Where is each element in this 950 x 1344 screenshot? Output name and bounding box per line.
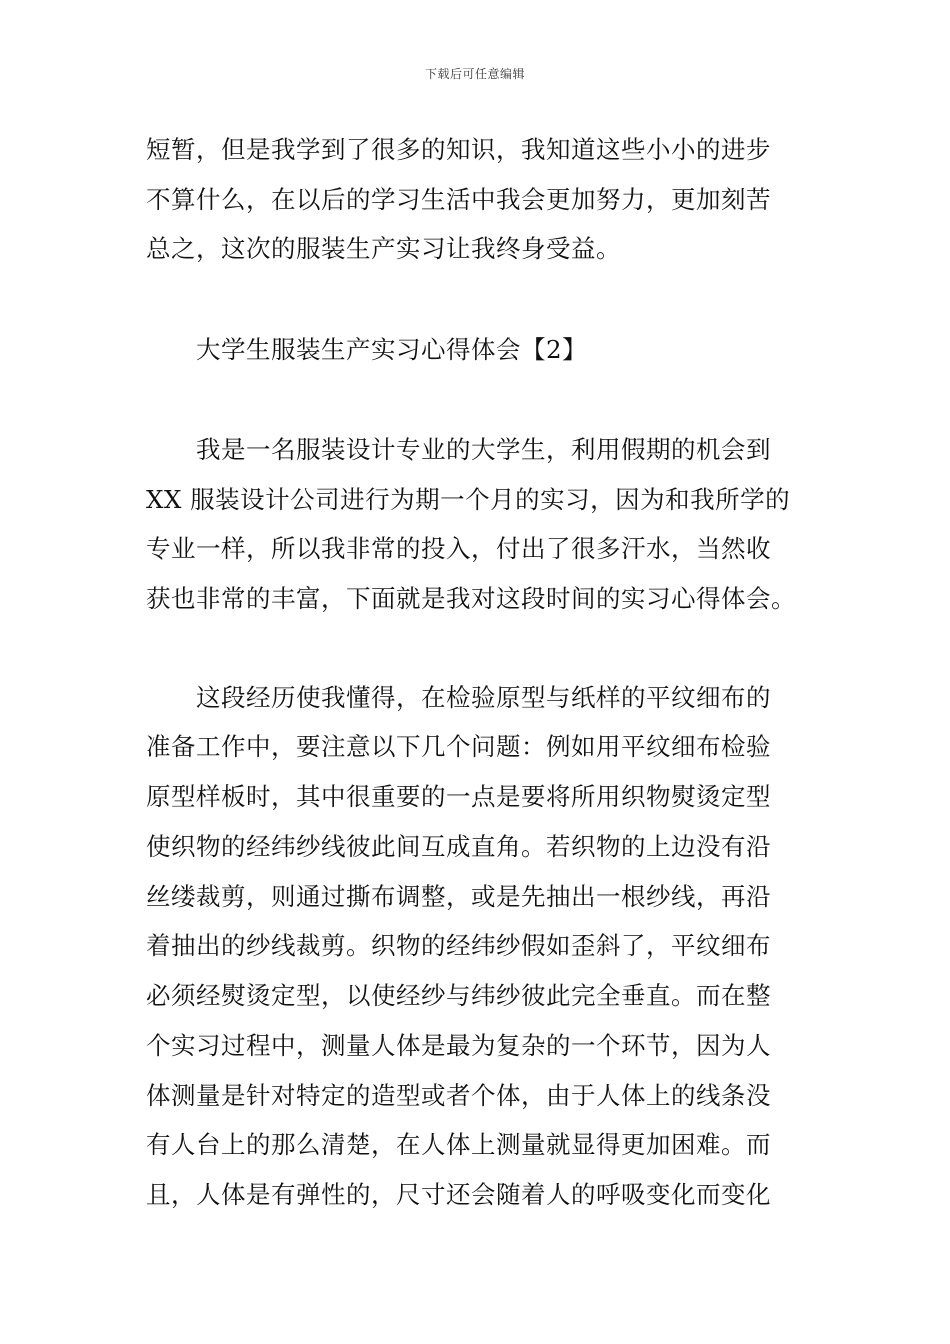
paragraph-line: 个实习过程中，测量人体是最为复杂的一个环节，因为人 — [146, 1031, 771, 1060]
paragraph-line: 必须经熨烫定型，以使经纱与纬纱彼此完全垂直。而在整 — [146, 981, 771, 1010]
paragraph-line: 准备工作中，要注意以下几个问题：例如用平纹细布检验 — [146, 732, 771, 761]
paragraph-line: 原型样板时，其中很重要的一点是要将所用织物熨烫定型 — [146, 782, 771, 811]
paragraph-line: 我是一名服装设计专业的大学生，利用假期的机会到 — [196, 435, 771, 464]
paragraph-line: 且，人体是有弹性的，尺寸还会随着人的呼吸变化而变化 — [146, 1180, 771, 1209]
intro-line: 总之，这次的服装生产实习让我终身受益。 — [146, 234, 621, 263]
intro-line: 短暂，但是我学到了很多的知识，我知道这些小小的进步 — [146, 135, 771, 164]
paragraph-line: 体测量是针对特定的造型或者个体，由于人体上的线条没 — [146, 1081, 771, 1110]
paragraph-line: 有人台上的那么清楚，在人体上测量就显得更加困难。而 — [146, 1130, 771, 1159]
paragraph-line: 获也非常的丰富，下面就是我对这段时间的实习心得体会。 — [146, 584, 796, 613]
paragraph-line: 这段经历使我懂得，在检验原型与纸样的平纹细布的 — [196, 683, 771, 712]
section-title: 大学生服装生产实习心得体会【2】 — [196, 335, 588, 364]
page-header: 下载后可任意编辑 — [424, 67, 525, 81]
paragraph-line: 着抽出的纱线裁剪。织物的经纬纱假如歪斜了，平纹细布 — [146, 931, 771, 960]
intro-line: 不算什么，在以后的学习生活中我会更加努力，更加刻苦 — [146, 185, 771, 214]
paragraph-line: 丝缕裁剪，则通过撕布调整，或是先抽出一根纱线，再沿 — [146, 882, 771, 911]
paragraph-line: 专业一样，所以我非常的投入，付出了很多汗水，当然收 — [146, 534, 771, 563]
paragraph-line: 使织物的经纬纱线彼此间互成直角。若织物的上边没有沿 — [146, 832, 771, 861]
paragraph-line: XX 服装设计公司进行为期一个月的实习，因为和我所学的 — [146, 485, 791, 514]
